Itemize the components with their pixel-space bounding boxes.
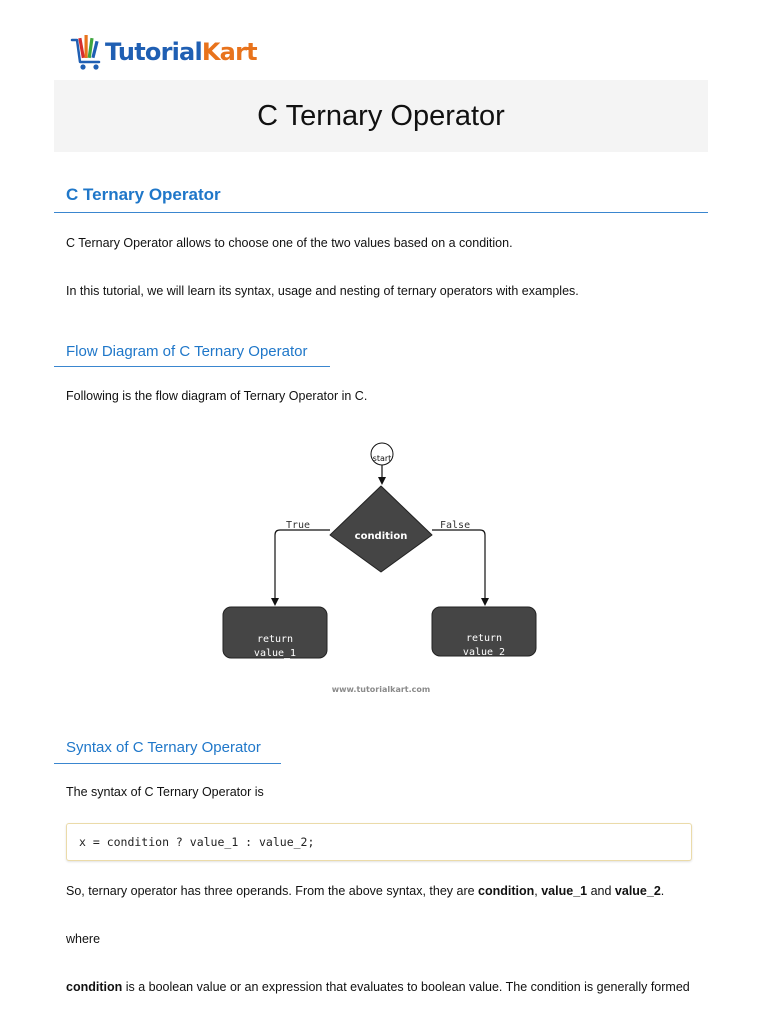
title-banner <box>54 80 708 152</box>
intro-paragraph-2: In this tutorial, we will learn its syntax, usage and nesting of ternary operators with examples. <box>66 284 579 298</box>
cart-logo-icon <box>70 32 104 72</box>
syntax-heading: Syntax of C Ternary Operator <box>66 739 261 756</box>
condition-description-text: is a boolean value or an expression that evaluates to boolean value. The condition is generally formed <box>122 980 690 994</box>
diagram-watermark: www.tutorialkart.com <box>331 685 431 694</box>
logo-wordmark-part2: Kart <box>201 38 257 66</box>
flow-diagram-heading: Flow Diagram of C Ternary Operator <box>66 343 308 360</box>
syntax-code-block[interactable] <box>66 823 692 861</box>
return-value-2-line2: value_2 <box>462 647 506 658</box>
flow-diagram-heading-underline <box>54 366 330 367</box>
logo-wordmark <box>105 38 257 66</box>
return-value-1-line2: value_1 <box>253 648 297 659</box>
return-value-2-line1: return <box>465 633 503 644</box>
section-heading: C Ternary Operator <box>66 185 221 204</box>
condition-description <box>66 980 690 994</box>
false-branch-arrow <box>432 530 485 604</box>
operands-prefix: So, ternary operator has three operands. From the above syntax, they are <box>66 884 479 898</box>
condition-decision-node <box>330 486 432 572</box>
page-title: C Ternary Operator <box>257 99 505 132</box>
condition-term: condition <box>66 980 123 994</box>
section-heading-underline <box>54 212 708 213</box>
operands-sep-1: , <box>534 884 542 898</box>
operands-paragraph <box>66 884 664 898</box>
true-label: True <box>286 520 311 531</box>
false-label: False <box>440 520 471 531</box>
flow-diagram <box>200 434 570 704</box>
syntax-intro: The syntax of C Ternary Operator is <box>66 785 264 799</box>
operand-value-1: value_1 <box>541 884 588 898</box>
start-label: start <box>372 454 392 463</box>
syntax-heading-underline <box>54 763 281 764</box>
operand-condition: condition <box>478 884 535 898</box>
flow-diagram-intro: Following is the flow diagram of Ternary Operator in C. <box>66 389 368 403</box>
site-logo[interactable] <box>70 32 257 72</box>
syntax-code[interactable]: x = condition ? value_1 : value_2; <box>79 835 315 849</box>
condition-label: condition <box>354 531 408 542</box>
operands-sep-2: and <box>587 884 615 898</box>
intro-paragraph-1: C Ternary Operator allows to choose one of the two values based on a condition. <box>66 236 513 250</box>
where-text: where <box>66 932 101 946</box>
return-value-1-line1: return <box>256 634 294 645</box>
operands-end: . <box>660 884 665 898</box>
operand-value-2: value_2 <box>614 884 661 898</box>
true-branch-arrow <box>275 530 330 604</box>
logo-wordmark-part1: Tutorial <box>105 38 202 66</box>
